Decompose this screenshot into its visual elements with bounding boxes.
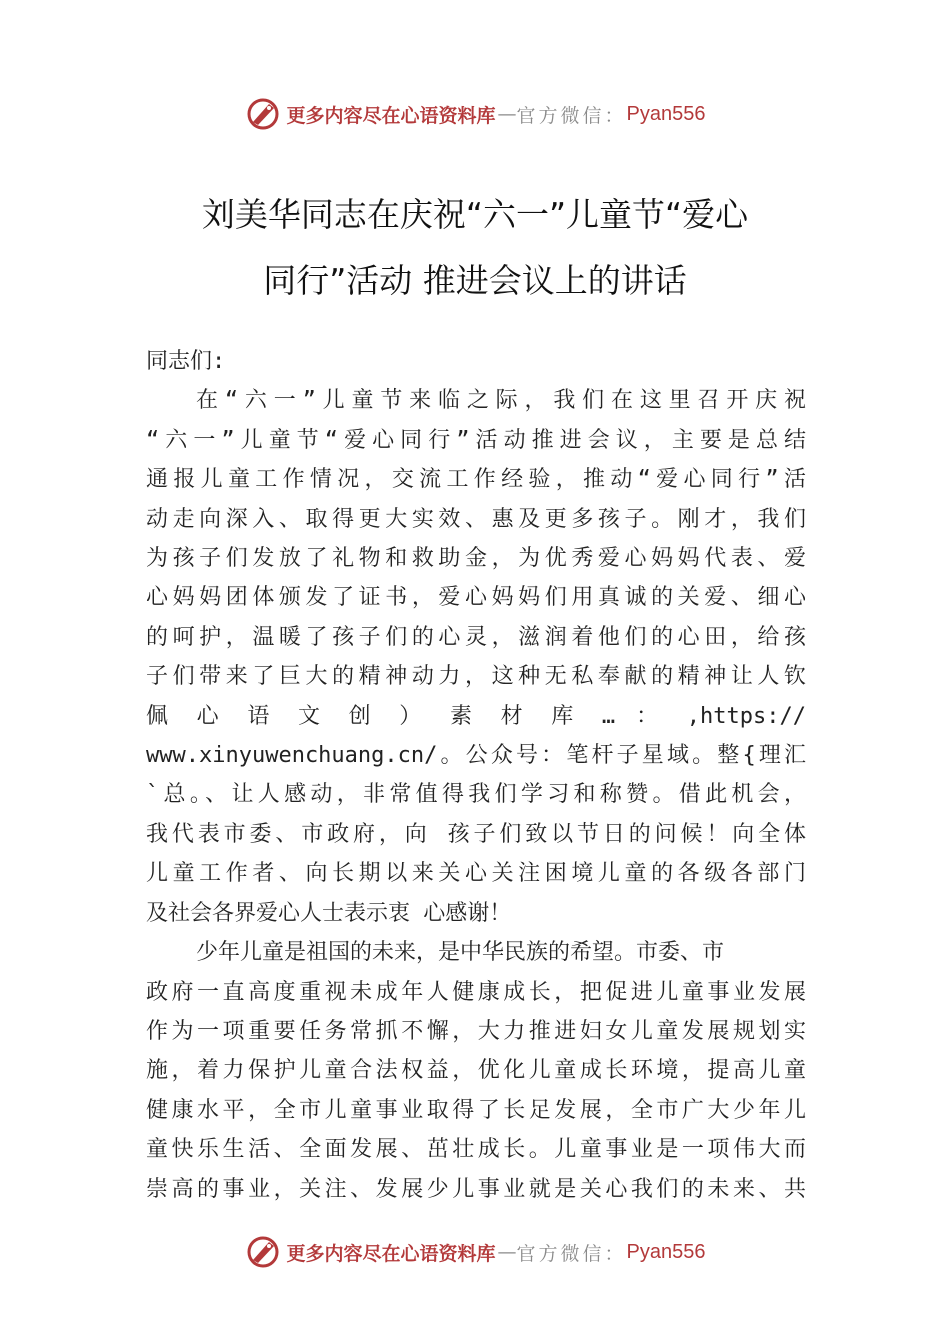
body-line: www.xinyuwenchuang.cn/。公众号：笔杆子星域。整{理汇 [146, 743, 806, 769]
body-line: 动走向深入、取得更大实效、惠及更多孩子。刚才，我们 [146, 506, 806, 532]
body-line: 儿童工作者、向长期以来关心关注困境儿童的各级各部门 [146, 861, 806, 887]
body-line: 通报儿童工作情况，交流工作经验，推动“爱心同行”活 [146, 467, 806, 493]
body-line: 的呵护，温暖了孩子们的心灵，滋润着他们的心田，给孩 [146, 624, 806, 650]
body-line: 崇高的事业，关注、发展少儿事业就是关心我们的未来、共 [146, 1176, 806, 1202]
body-line: “六一”儿童节“爱心同行”活动推进会议，主要是总结 [146, 427, 806, 453]
banner-wechat-id: Pyan556 [626, 102, 706, 125]
pen-nib-circle-logo-icon [245, 96, 281, 132]
body-line: 少年儿童是祖国的未来，是中华民族的希望。市委、市 [196, 940, 725, 966]
body-line: 在“六一”儿童节来临之际，我们在这里召开庆祝 [196, 388, 806, 414]
title-line-2: 同行”活动 推进会议上的讲话 [263, 261, 687, 300]
banner-separator: — [497, 103, 517, 125]
body-line: 政府一直高度重视未成年人健康成长，把促进儿童事业发展 [146, 979, 806, 1005]
header-watermark-banner [0, 94, 950, 134]
document-body [146, 342, 806, 1209]
banner-wechat-label: 官方微信： [516, 1242, 627, 1265]
body-line: 我代表市委、市政府，向 孩子们致以节日的问候！向全体 [146, 821, 806, 847]
banner-wechat-label: 官方微信： [516, 104, 627, 127]
body-line: 健康水平，全市儿童事业取得了长足发展，全市广大少年儿 [146, 1097, 806, 1123]
body-line: 子们带来了巨大的精神动力，这种无私奉献的精神让人钦 [146, 664, 806, 690]
body-line: `总。、让人感动，非常值得我们学习和称赞。借此机会， [146, 782, 806, 808]
banner-site-name: 更多内容尽在心语资料库 [286, 104, 496, 127]
body-line: 为孩子们发放了礼物和救助金，为优秀爱心妈妈代表、爱 [146, 546, 806, 572]
body-line: 及社会各界爱心人士表示衷 心感谢！ [146, 900, 512, 926]
body-line: 作为一项重要任务常抓不懈，大力推进妇女儿童发展规划实 [146, 1018, 806, 1044]
body-line: 心妈妈团体颁发了证书，爱心妈妈们用真诚的关爱、细心 [146, 585, 806, 611]
document-title [110, 182, 840, 314]
body-line: 施，着力保护儿童合法权益，优化儿童成长环境，提高儿童 [146, 1058, 806, 1084]
banner-wechat-id: Pyan556 [626, 1240, 706, 1263]
banner-site-name: 更多内容尽在心语资料库 [286, 1242, 496, 1265]
banner-separator: — [497, 1241, 517, 1263]
body-line: 佩 心 语 文 创 ） 素 材 库 … ： ,https:// [146, 703, 806, 729]
pen-nib-circle-logo-icon [245, 1234, 281, 1270]
body-line: 童快乐生活、全面发展、茁壮成长。儿童事业是一项伟大而 [146, 1137, 806, 1163]
footer-watermark-banner [0, 1232, 950, 1272]
title-line-1: 刘美华同志在庆祝“六一”儿童节“爱心 [201, 195, 749, 234]
salutation: 同志们: [146, 349, 226, 374]
